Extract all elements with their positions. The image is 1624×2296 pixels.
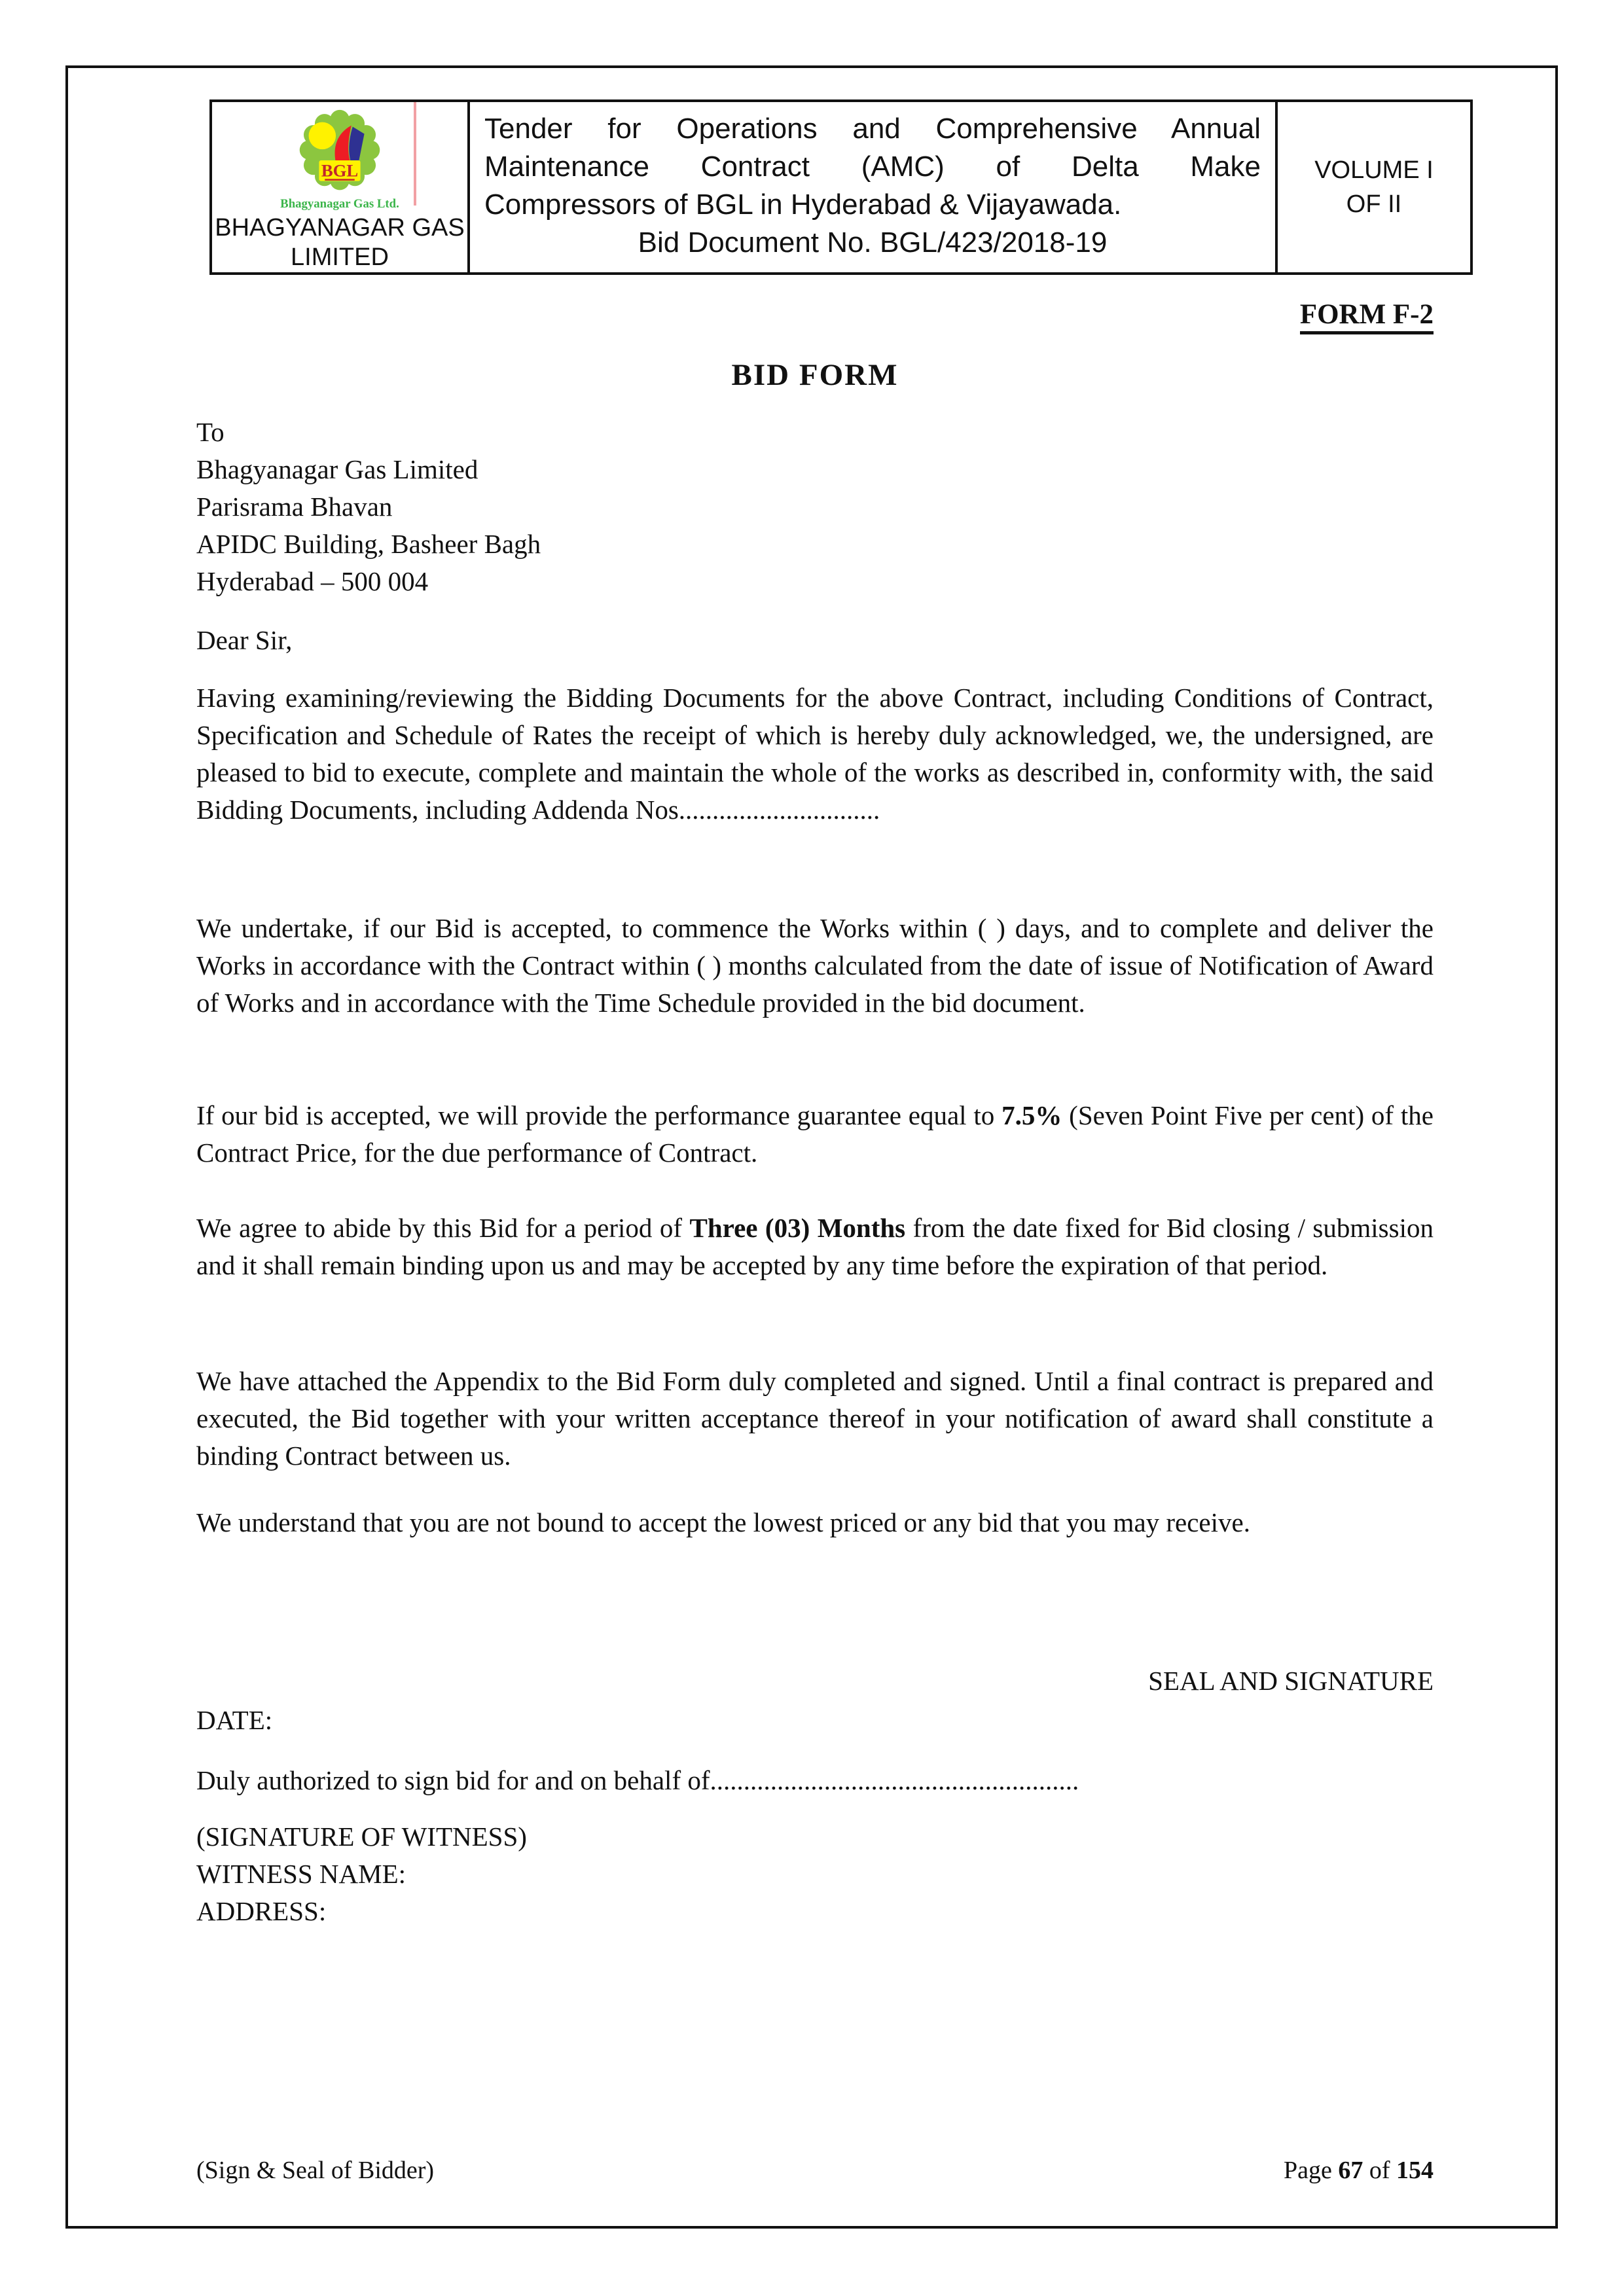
logo-sun xyxy=(309,122,336,150)
form-number: FORM F-2 xyxy=(196,296,1434,333)
authorized-line: Duly authorized to sign bid for and on behalf of....................................................... xyxy=(196,1765,1079,1795)
page-border xyxy=(65,65,1558,2229)
recipient-address xyxy=(196,414,1434,600)
company-name xyxy=(215,213,465,272)
salutation: Dear Sir, xyxy=(196,625,293,655)
header-title-cell xyxy=(470,102,1278,272)
volume-line2: OF II xyxy=(1346,190,1402,218)
header-title-line2: Maintenance Contract (AMC) of Delta Make xyxy=(484,151,1261,183)
logo-monogram: BGL xyxy=(321,160,359,181)
company-name-line1: BHAGYANAGAR GAS xyxy=(215,214,465,242)
header-title-line3: Compressors of BGL in Hyderabad & Vijayawada. xyxy=(484,188,1122,221)
pink-divider-line xyxy=(414,102,416,206)
paragraph-3: If our bid is accepted, we will provide the performance guarantee equal to 7.5% (Seven Point Five per cent) of the Contract Price, for the due performance of Contract. xyxy=(196,1100,1434,1168)
paragraph-2: We undertake, if our Bid is accepted, to commence the Works within ( ) days, and to complete and deliver the Works in accordance with the Contract within ( ) months calculated from the date of issue of Notification of Award of Works and in accordance with the Time Schedule provided in the bid document. xyxy=(196,913,1434,1018)
header-title-line1: Tender for Operations and Comprehensive Annual xyxy=(484,113,1261,145)
footer-left: (Sign & Seal of Bidder) xyxy=(196,2157,435,2184)
address-line: To xyxy=(196,417,225,447)
logo-caption: Bhagyanagar Gas Ltd. xyxy=(280,197,399,211)
paragraph-5: We have attached the Appendix to the Bid Form duly completed and signed. Until a final contract is prepared and executed, the Bid together with your written acceptance thereof in your notification of award shall constitute a binding Contract between us. xyxy=(196,1366,1434,1471)
bgl-logo-icon xyxy=(255,103,425,213)
address-line: Bhagyanagar Gas Limited xyxy=(196,454,478,484)
address-line: Hyderabad – 500 004 xyxy=(196,566,429,596)
witness-signature-label: (SIGNATURE OF WITNESS) xyxy=(196,1821,527,1852)
paragraph-4: We agree to abide by this Bid for a period of Three (03) Months from the date fixed for Bid closing / submission and it shall remain binding upon us and may be accepted by any time before the expiration of that period. xyxy=(196,1213,1434,1280)
witness-name-label: WITNESS NAME: xyxy=(196,1859,406,1889)
header-table xyxy=(209,99,1473,275)
witness-address-label: ADDRESS: xyxy=(196,1896,327,1926)
form-title: BID FORM xyxy=(731,358,899,392)
paragraph-1: Having examining/reviewing the Bidding Documents for the above Contract, including Conditions of Contract, Specification and Schedule of Rates the receipt of which is hereby duly acknowledged, we, the undersigned, are pleased to bid to execute, complete and maintain the whole of the works as described in, conformity with, the said Bidding Documents, including Addenda Nos.............................. xyxy=(196,683,1434,825)
volume-line1: VOLUME I xyxy=(1314,156,1434,184)
witness-block xyxy=(196,1818,1434,1930)
company-name-line2: LIMITED xyxy=(291,243,389,271)
volume-cell xyxy=(1278,102,1470,272)
logo-cell xyxy=(212,102,470,272)
footer-page: Page 67 of 154 xyxy=(1283,2157,1434,2184)
address-line: APIDC Building, Basheer Bagh xyxy=(196,529,541,559)
paragraph-6: We understand that you are not bound to accept the lowest priced or any bid that you may receive. xyxy=(196,1507,1250,1537)
address-line: Parisrama Bhavan xyxy=(196,492,393,522)
header-title-line4: Bid Document No. BGL/423/2018-19 xyxy=(638,226,1108,259)
seal-and-signature-label: SEAL AND SIGNATURE xyxy=(1148,1666,1434,1696)
date-label: DATE: xyxy=(196,1705,273,1735)
